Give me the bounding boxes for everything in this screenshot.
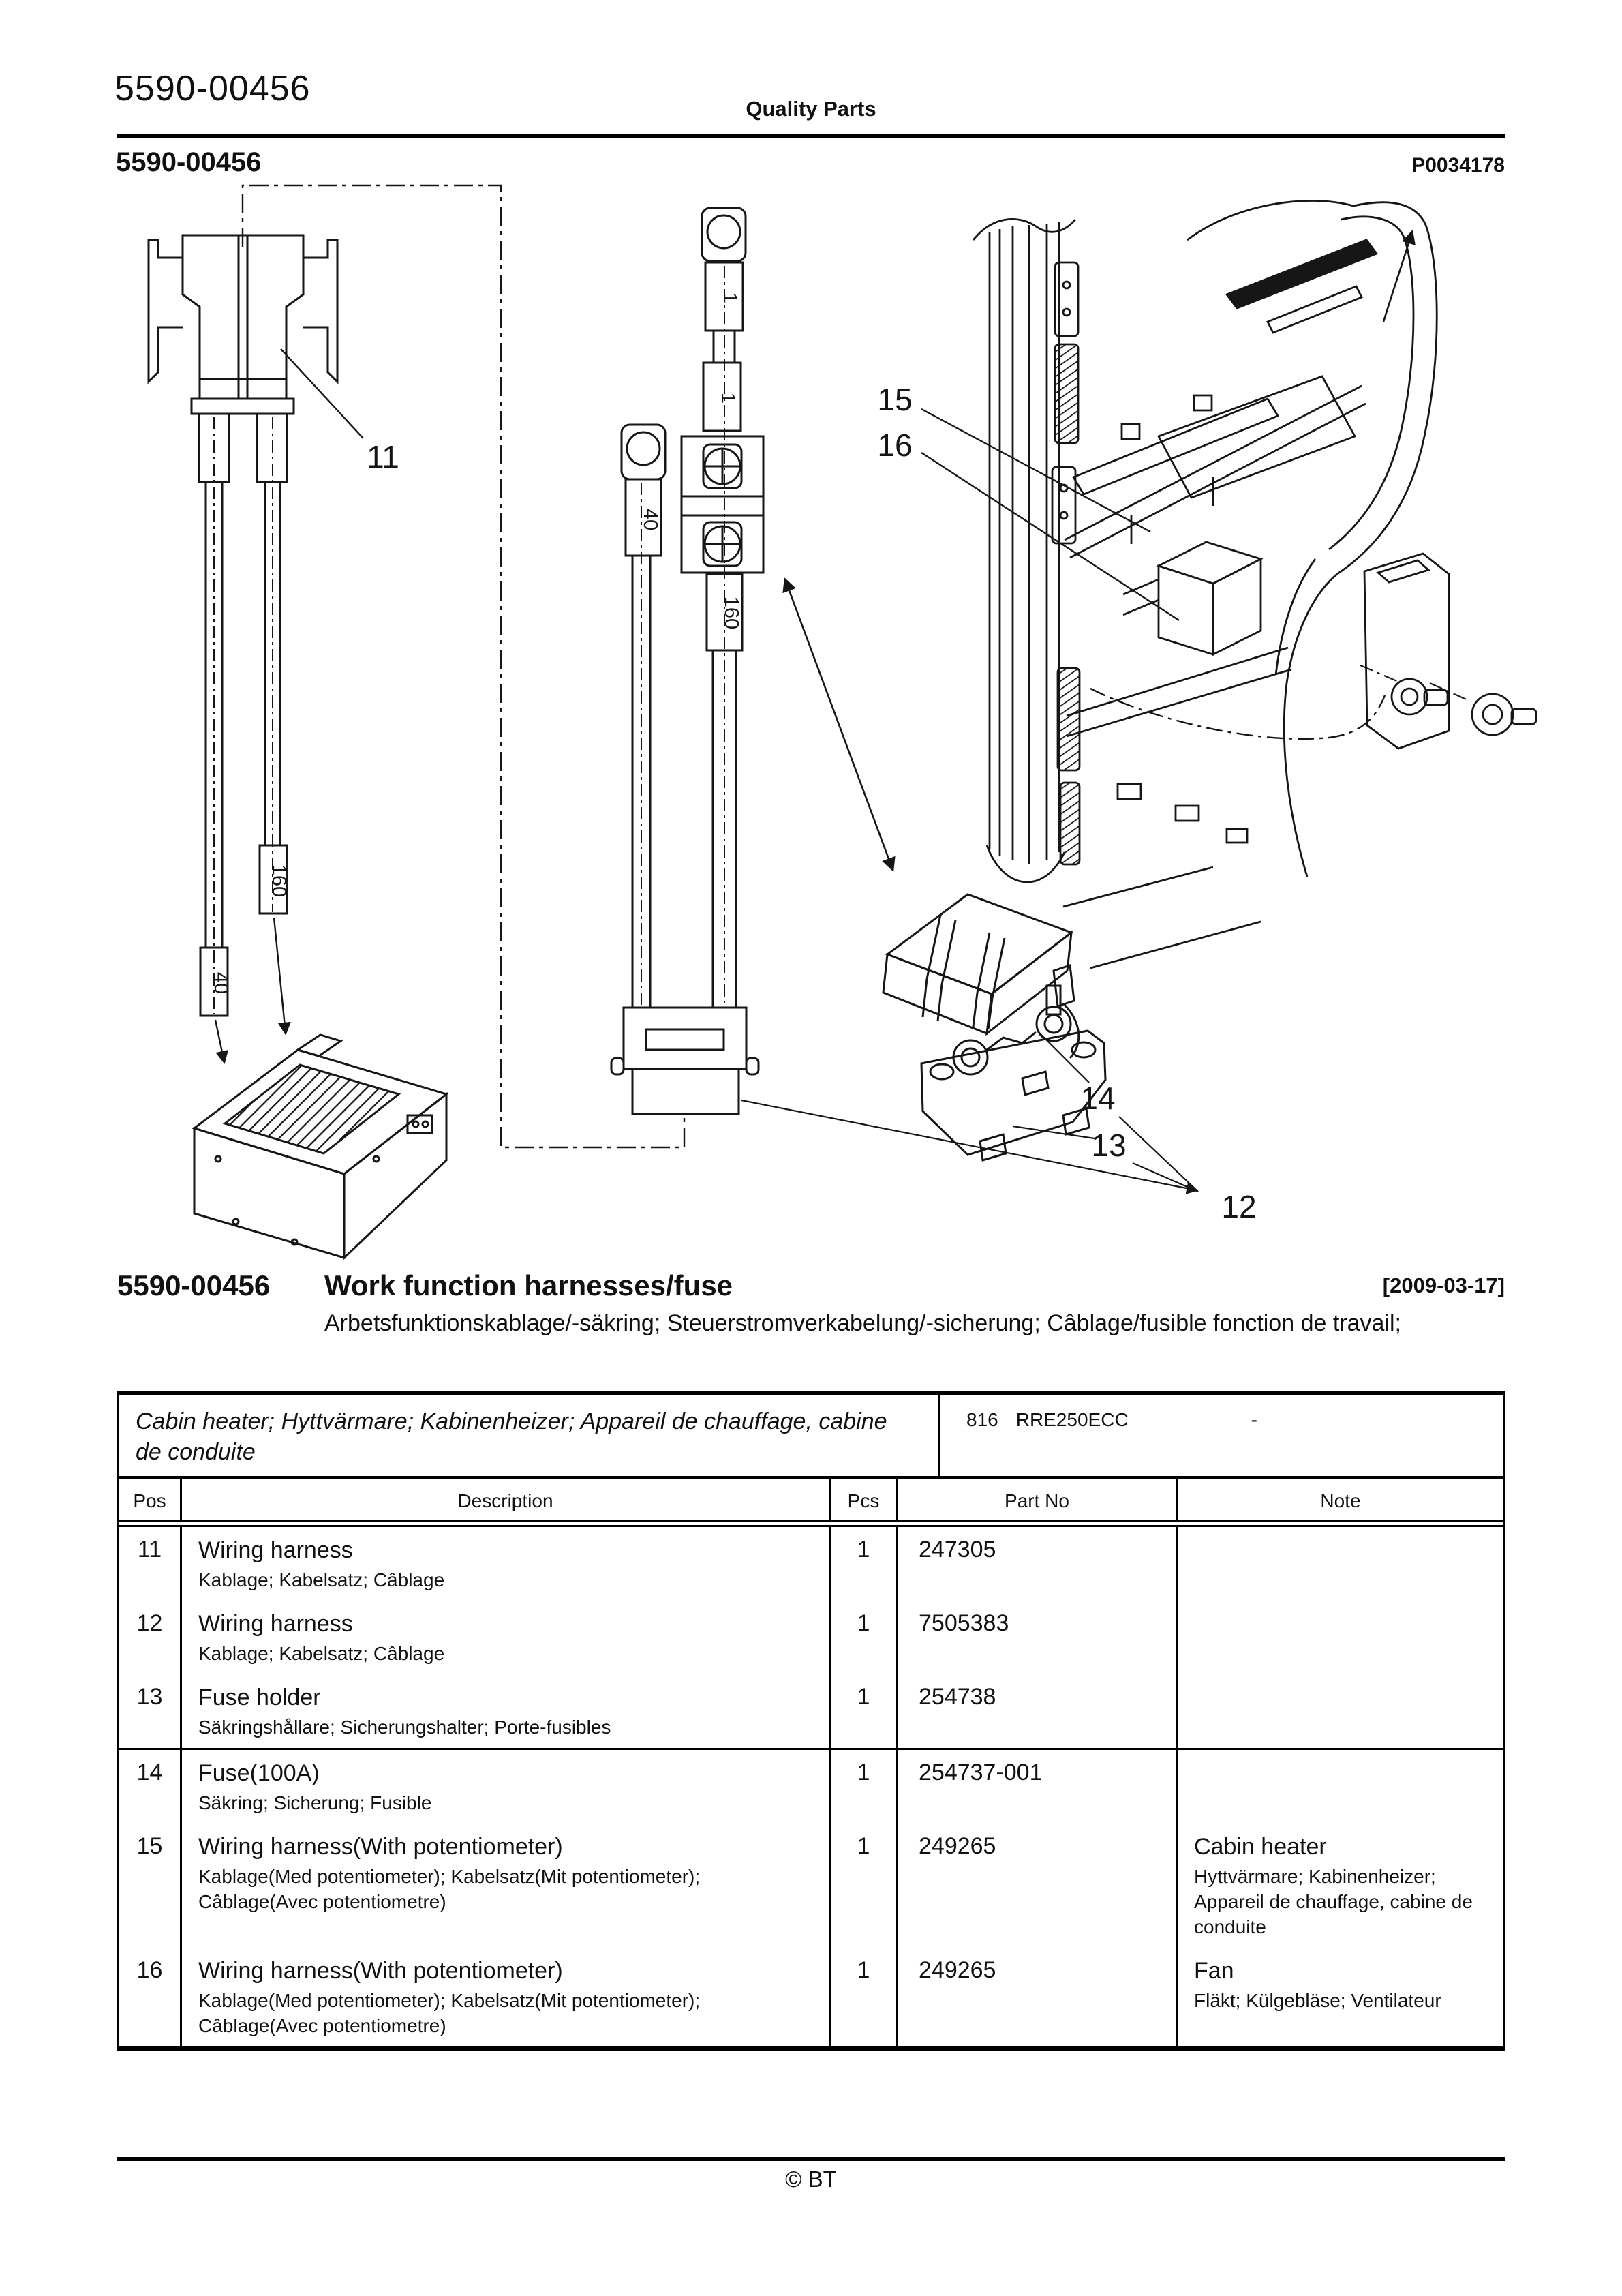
row-description: Fuse holder [198, 1685, 321, 1710]
table-row [119, 1601, 1503, 1674]
parts-table [117, 1391, 1505, 2051]
row-description-cell [182, 1674, 831, 1750]
section-subtitle: Arbetsfunktionskablage/-säkring; Steuerstromverkabelung/-sicherung; Câblage/fusible fonction de travail; [324, 1310, 1401, 1336]
row-part-no: 247305 [898, 1527, 1178, 1601]
row-note: Fan [1194, 1958, 1234, 1984]
page-header-title: Quality Parts [746, 97, 876, 121]
row-pos: 14 [119, 1750, 182, 1824]
row-description-sub: Kablage(Med potentiometer); Kabelsatz(Mit potentiometer); Câblage(Avec potentiometre) [198, 1990, 701, 2036]
row-description-cell [182, 1750, 831, 1824]
row-pos: 11 [119, 1527, 182, 1601]
parts-table-group-header [119, 1395, 1503, 1479]
section-number: 5590-00456 [117, 1269, 271, 1301]
row-note-sub: Hyttvärmare; Kabinenheizer; Appareil de chauffage, cabine de conduite [1194, 1866, 1473, 1937]
model-cell [940, 1395, 1503, 1476]
row-note-cell [1178, 1750, 1503, 1824]
section-title: Work function harnesses/fuse [324, 1269, 733, 1301]
callout-13: 13 [1091, 1128, 1127, 1163]
connector-11 [149, 235, 363, 1062]
heater-unit [194, 1035, 446, 1258]
table-row [119, 1824, 1503, 1948]
exploded-view-diagram [0, 170, 1622, 1261]
row-pos: 15 [119, 1824, 182, 1948]
footer-copyright: © BT [785, 2166, 837, 2192]
row-pcs: 1 [831, 1948, 898, 2046]
parts-table-body [119, 1527, 1503, 2051]
row-part-no: 254737-001 [898, 1750, 1178, 1824]
row-note-cell [1178, 1674, 1503, 1750]
row-pos: 12 [119, 1601, 182, 1674]
row-note: Cabin heater [1194, 1834, 1327, 1860]
table-row [119, 1750, 1503, 1824]
row-pcs: 1 [831, 1674, 898, 1750]
section-date: [2009-03-17] [1382, 1273, 1505, 1297]
row-note-cell [1178, 1527, 1503, 1601]
table-row [119, 1527, 1503, 1601]
row-description: Wiring harness(With potentiometer) [198, 1834, 563, 1860]
figure-code: P0034178 [1411, 154, 1505, 177]
row-note-cell [1178, 1948, 1503, 2046]
table-row [119, 1674, 1503, 1750]
row-note-cell [1178, 1601, 1503, 1674]
row-description-cell [182, 1948, 831, 2046]
harness-12-assembly [611, 208, 893, 1114]
table-row [119, 1948, 1503, 2046]
row-part-no: 249265 [898, 1948, 1178, 2046]
row-pos: 13 [119, 1674, 182, 1750]
col-header-part-no: Part No [898, 1479, 1178, 1520]
row-description-sub: Kablage; Kabelsatz; Câblage [198, 1569, 445, 1590]
cable-label-1-mid: 1 [717, 392, 739, 404]
model-name: RRE250ECC [1015, 1409, 1129, 1430]
row-pos: 16 [119, 1948, 182, 2046]
group-title: Cabin heater; Hyttvärmare; Kabinenheizer; Appareil de chauffage, cabine de conduite [119, 1395, 940, 1476]
figure-doc-number: 5590-00456 [116, 147, 262, 177]
chassis-drawing [921, 200, 1536, 968]
column-header-row [119, 1479, 1503, 1522]
callout-16: 16 [877, 427, 913, 463]
header-rule [117, 134, 1505, 138]
row-part-no: 254738 [898, 1674, 1178, 1750]
callout-11: 11 [367, 439, 399, 474]
construction-centerline [243, 185, 684, 1147]
callout-15: 15 [877, 382, 913, 417]
row-description: Wiring harness [198, 1537, 353, 1563]
cable-label-1-top: 1 [719, 292, 741, 304]
row-description-sub: Kablage(Med potentiometer); Kabelsatz(Mit potentiometer); Câblage(Avec potentiometre) [198, 1866, 701, 1912]
row-description: Fuse(100A) [198, 1760, 320, 1786]
row-part-no: 249265 [898, 1824, 1178, 1948]
row-pcs: 1 [831, 1750, 898, 1824]
col-header-description: Description [182, 1479, 831, 1520]
col-header-pos: Pos [119, 1479, 182, 1520]
row-description-cell [182, 1601, 831, 1674]
col-header-pcs: Pcs [831, 1479, 898, 1520]
cable-label-160-middle: 160 [720, 596, 742, 630]
col-header-note: Note [1320, 1490, 1361, 1511]
row-note-sub: Fläkt; Külgebläse; Ventilateur [1194, 1990, 1441, 2011]
row-pcs: 1 [831, 1527, 898, 1601]
row-part-no: 7505383 [898, 1601, 1178, 1674]
row-description: Wiring harness(With potentiometer) [198, 1958, 563, 1984]
cable-label-40-left: 40 [210, 971, 232, 995]
row-pcs: 1 [831, 1824, 898, 1948]
row-description-sub: Kablage; Kabelsatz; Câblage [198, 1643, 445, 1664]
callout-12: 12 [1221, 1189, 1257, 1224]
cable-label-40-middle: 40 [639, 508, 661, 531]
row-description-sub: Säkringshållare; Sicherungshalter; Porte-fusibles [198, 1717, 611, 1738]
row-description-sub: Säkring; Sicherung; Fusible [198, 1792, 432, 1813]
page-doc-number: 5590-00456 [114, 69, 311, 108]
fuse-assembly [741, 894, 1198, 1192]
row-description-cell [182, 1824, 831, 1948]
callout-14: 14 [1080, 1081, 1116, 1116]
row-description: Wiring harness [198, 1611, 353, 1637]
row-note-cell [1178, 1824, 1503, 1948]
model-note: - [1251, 1409, 1257, 1430]
footer-rule [117, 2157, 1505, 2161]
cable-label-160-left: 160 [268, 864, 290, 898]
row-pcs: 1 [831, 1601, 898, 1674]
row-description-cell [182, 1527, 831, 1601]
model-code: 816 [966, 1409, 998, 1430]
